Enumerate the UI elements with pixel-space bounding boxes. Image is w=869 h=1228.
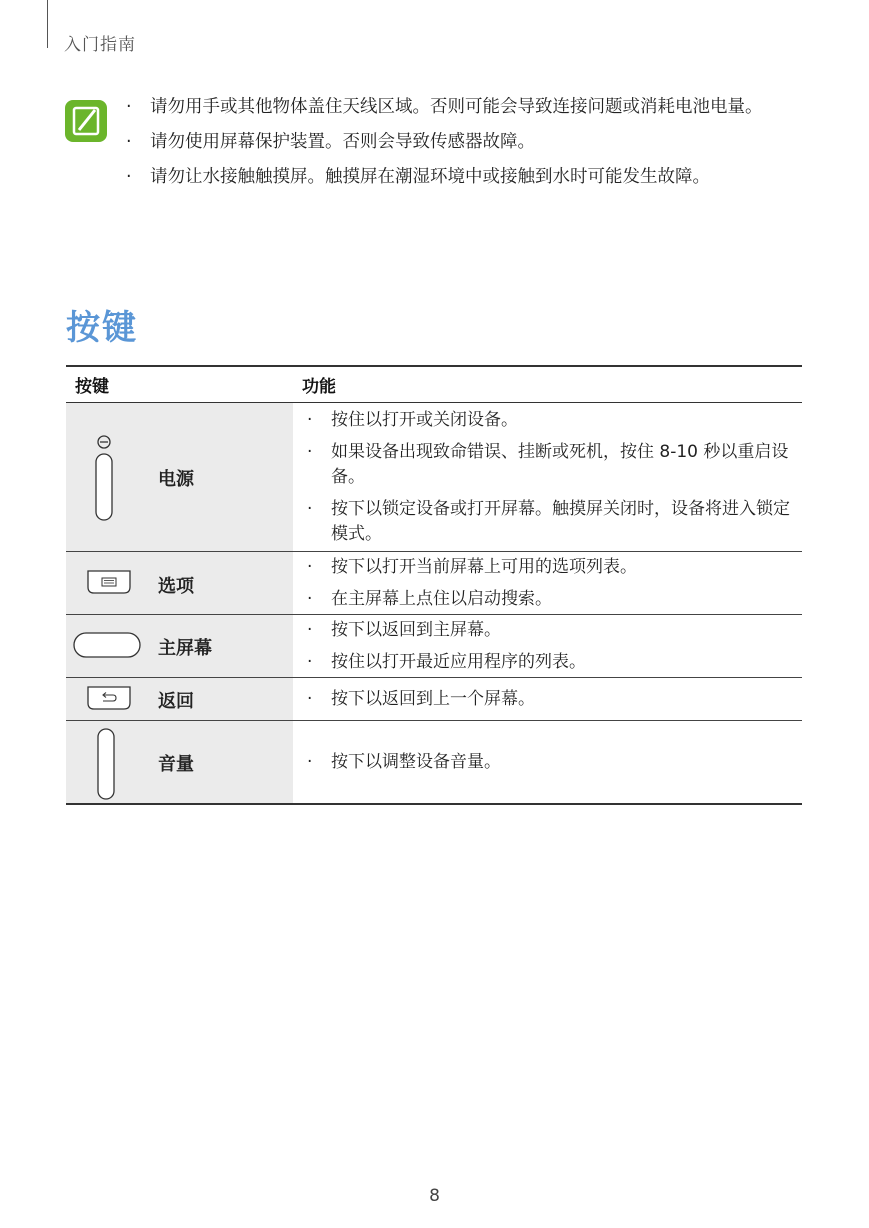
table-row <box>66 721 802 805</box>
section-header: 入门指南 <box>64 35 136 55</box>
key-cell <box>66 403 293 552</box>
menu-key-icon <box>86 569 132 595</box>
column-header-key: 按键 <box>66 366 293 403</box>
key-name: 主屏幕 <box>158 638 212 659</box>
note-list <box>126 94 776 199</box>
note-item: · 请勿用手或其他物体盖住天线区域。否则可能会导致连接问题或消耗电池电量。 <box>126 94 776 120</box>
function-item: · 按下以返回到上一个屏幕。 <box>307 688 535 709</box>
function-item: · 按下以返回到主屏幕。 <box>307 619 501 640</box>
volume-key-icon <box>96 727 116 801</box>
function-item: · 按住以打开最近应用程序的列表。 <box>307 651 586 672</box>
bullet: · <box>126 132 132 152</box>
table-row <box>66 552 802 615</box>
table-row <box>66 403 802 552</box>
function-item: · 按下以锁定设备或打开屏幕。触摸屏关闭时，设备将进入锁定模式。 <box>307 498 790 544</box>
function-item: · 在主屏幕上点住以启动搜索。 <box>307 588 552 609</box>
function-cell <box>293 721 802 805</box>
page-title: 按键 <box>66 308 138 348</box>
note-item: · 请勿让水接触触摸屏。触摸屏在潮湿环境中或接触到水时可能发生故障。 <box>126 164 776 190</box>
function-item: · 如果设备出现致命错误、挂断或死机，按住 8-10 秒以重启设备。 <box>307 441 789 487</box>
back-key-icon <box>86 685 132 711</box>
key-cell <box>66 721 293 805</box>
power-key-icon <box>92 432 116 524</box>
note-pencil-icon <box>65 100 107 142</box>
function-cell <box>293 615 802 678</box>
function-cell <box>293 678 802 721</box>
key-name: 电源 <box>158 469 194 490</box>
bullet: · <box>126 97 132 117</box>
header-rule <box>47 0 48 48</box>
key-cell <box>66 552 293 615</box>
key-cell <box>66 678 293 721</box>
keys-table <box>66 365 802 805</box>
note-item: · 请勿使用屏幕保护装置。否则会导致传感器故障。 <box>126 129 776 155</box>
function-item: · 按下以调整设备音量。 <box>307 751 501 772</box>
function-cell <box>293 552 802 615</box>
bullet: · <box>126 167 132 187</box>
table-header-row <box>66 366 802 403</box>
home-key-icon <box>72 631 142 659</box>
column-header-function: 功能 <box>293 366 802 403</box>
key-name: 音量 <box>158 754 194 775</box>
table-row <box>66 678 802 721</box>
function-cell <box>293 403 802 552</box>
page-number: 8 <box>429 1186 440 1206</box>
table-row <box>66 615 802 678</box>
function-item: · 按住以打开或关闭设备。 <box>307 409 518 430</box>
function-item: · 按下以打开当前屏幕上可用的选项列表。 <box>307 556 637 577</box>
key-name: 返回 <box>158 691 194 712</box>
key-cell <box>66 615 293 678</box>
key-name: 选项 <box>158 576 194 597</box>
